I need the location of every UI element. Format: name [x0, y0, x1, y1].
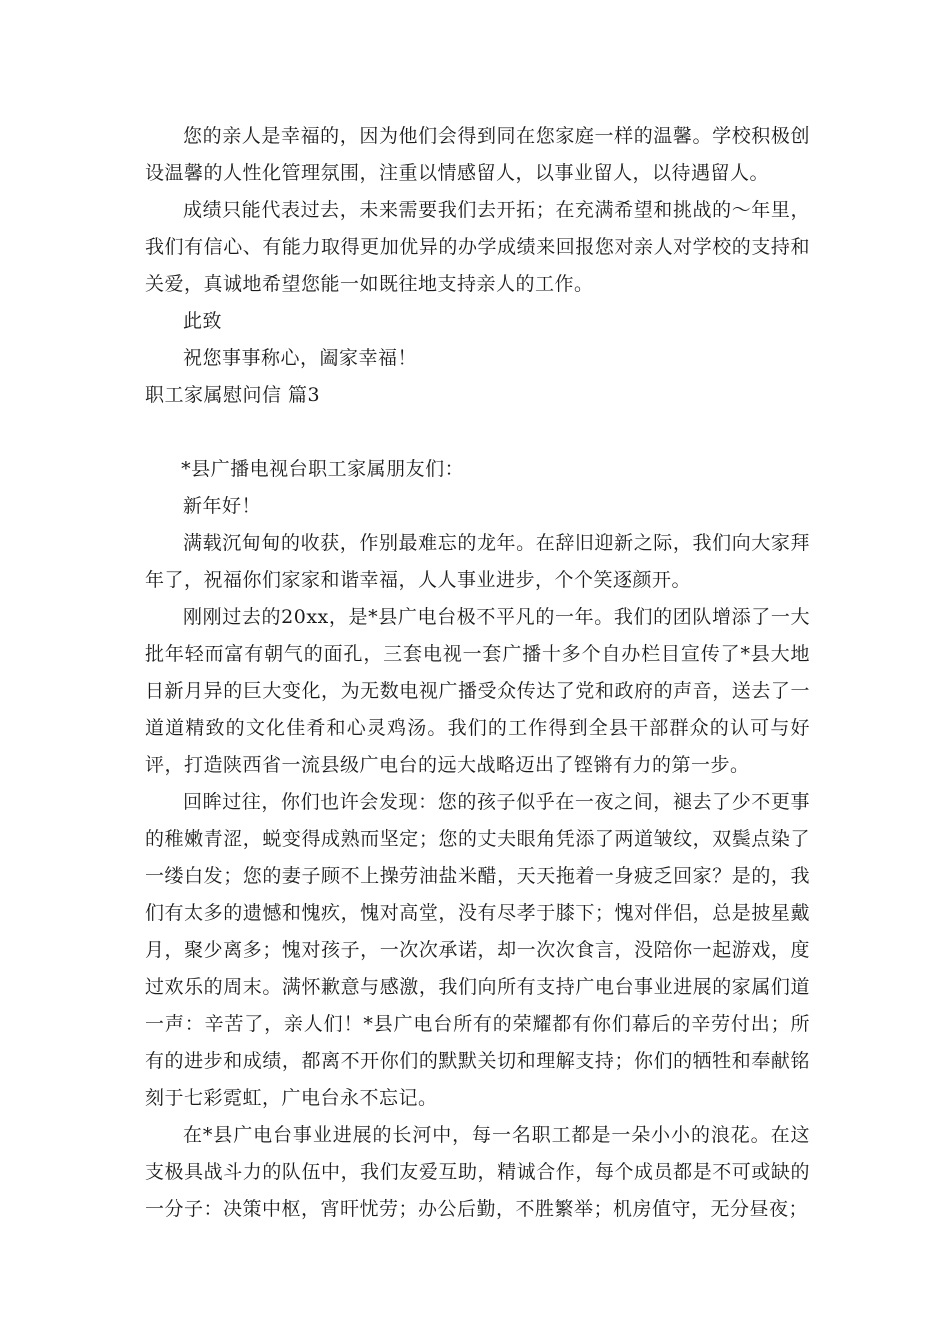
section-heading: 职工家属慰问信 篇3 [145, 384, 321, 406]
letter-greeting: 新年好！ [183, 495, 262, 517]
letter-salutation: *县广播电视台职工家属朋友们： [181, 458, 465, 480]
paragraph-new-year: 满载沉甸甸的收获，作别最难忘的龙年。在辞旧迎新之际，我们向大家拜年了，祝福你们家家和谐幸福，人人事业进步，个个笑逐颜开。 [145, 532, 810, 591]
paragraph-family-warmth: 您的亲人是幸福的，因为他们会得到同在您家庭一样的温馨。学校积极创设温馨的人性化管理氛围，注重以情感留人，以事业留人，以待遇留人。 [145, 125, 810, 184]
paragraph-future-outlook: 成绩只能代表过去，未来需要我们去开拓；在充满希望和挑战的～年里，我们有信心、有能力取得更加优异的办学成绩来回报您对亲人对学校的支持和关爱，真诚地希望您能一如既往地支持亲人的工作。 [145, 199, 810, 295]
closing-cizhi: 此致 [183, 310, 223, 332]
paragraph-gratitude: 回眸过往，你们也许会发现：您的孩子似乎在一夜之间，褪去了少不更事的稚嫩青涩，蜕变得成熟而坚定；您的丈夫眼角凭添了两道皱纹，双鬓点染了一缕白发；您的妻子顾不上操劳油盐米醋，天天拖着一身疲乏回家？是的，我们有太多的遗憾和愧疚，愧对高堂，没有尽孝于膝下；愧对伴侣，总是披星戴月，聚少离多；愧对孩子，一次次承诺，却一次次食言，没陪你一起游戏，度过欢乐的周末。满怀歉意与感激，我们向所有支持广电台事业进展的家属们道一声：辛苦了，亲人们！*县广电台所有的荣耀都有你们幕后的辛劳付出；所有的进步和成绩，都离不开你们的默默关切和理解支持；你们的牺牲和奉献铭刻于七彩霓虹，广电台永不忘记。 [145, 791, 810, 1109]
paragraph-team: 在*县广电台事业进展的长河中，每一名职工都是一朵小小的浪花。在这支极具战斗力的队伍中，我们友爱互助，精诚合作，每个成员都是不可或缺的一分子：决策中枢，宵旰忧劳；办公后勤，不胜繁举；机房值守，无分昼夜； [145, 1124, 810, 1220]
closing-blessing: 祝您事事称心，阖家幸福！ [183, 347, 418, 369]
paragraph-year-review: 刚刚过去的20xx，是*县广电台极不平凡的一年。我们的团队增添了一大批年轻而富有朝气的面孔，三套电视一套广播十多个自办栏目宣传了*县大地日新月异的巨大变化，为无数电视广播受众传达了党和政府的声音，送去了一道道精致的文化佳肴和心灵鸡汤。我们的工作得到全县干部群众的认可与好评，打造陕西省一流县级广电台的远大战略迈出了铿锵有力的第一步。 [145, 606, 810, 776]
document-page [145, 118, 810, 1228]
